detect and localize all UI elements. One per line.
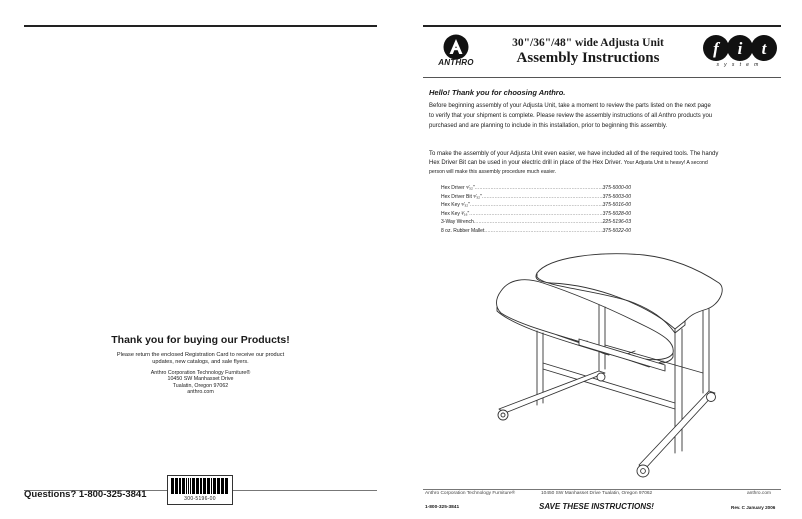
- intro-line: to verify that your shipment is complete. Please review the assembly instructions of all Anthro products you: [429, 112, 713, 119]
- top-rule: [24, 25, 377, 27]
- barcode-bar: [177, 478, 178, 494]
- tool-item: [441, 184, 631, 193]
- heavy-note: Your Adjusta Unit is heavy! A second: [623, 160, 708, 166]
- company-name: Anthro Corporation Technology Furniture®: [150, 370, 251, 376]
- fit-system-label: system: [716, 62, 764, 68]
- registration-note-line: updates, new catalogs, and sale flyers.: [152, 359, 249, 365]
- anthro-logo-icon: [435, 33, 477, 73]
- tools-paragraph-line: To make the assembly of your Adjusta Unit even easier, we have included all of the required tools. The handy: [429, 151, 719, 157]
- tool-part-number: 225-5196-03: [602, 219, 631, 226]
- barcode-bar: [186, 478, 187, 494]
- tool-part-number: 375-5016-00: [602, 202, 631, 209]
- title-line-2: Assembly Instructions: [516, 50, 660, 66]
- footer-company: Anthro Corporation Technology Furniture®: [425, 491, 516, 496]
- company-street: 10450 SW Manhasset Drive: [167, 376, 234, 383]
- barcode-icon: [171, 478, 229, 494]
- thank-you-block: [24, 334, 377, 396]
- hello-heading: Hello! Thank you for choosing Anthro.: [429, 88, 566, 97]
- tools-paragraph-line: person will make this assembly procedure much easier.: [429, 169, 557, 175]
- revision-date: Rev. C January 2006: [731, 505, 776, 510]
- intro-line: purchased and are planning to include in this installation, prior to beginning this assembly.: [429, 122, 668, 129]
- tool-item: [441, 218, 631, 227]
- registration-note-line: Please return the enclosed Registration Card to receive our product: [116, 352, 285, 358]
- anthro-brand: ANTHRO: [438, 58, 474, 67]
- tool-name: Hex Key ³⁄₁₆": [441, 210, 470, 217]
- barcode-bar: [205, 478, 206, 494]
- footer-website: anthro.com: [747, 491, 771, 496]
- tool-part-number: 375-5022-00: [602, 227, 631, 234]
- tool-item: [441, 210, 631, 219]
- footer-phone: 1-800-325-3841: [425, 505, 460, 510]
- svg-text:t: t: [761, 39, 767, 58]
- tool-name: Hex Driver Bit ⁵⁄₃₂": [441, 193, 482, 200]
- svg-text:i: i: [737, 39, 743, 58]
- company-website: anthro.com: [187, 389, 214, 396]
- tools-paragraph-line: [429, 159, 783, 168]
- barcode-bar: [209, 478, 210, 494]
- tool-item: [441, 201, 631, 210]
- right-page: [401, 0, 802, 519]
- header-rule: [423, 77, 781, 78]
- tool-item: [441, 193, 631, 202]
- barcode-bar: [218, 478, 219, 494]
- barcode-bar: [180, 478, 181, 494]
- tool-name: Hex Driver ⁵⁄₃₂": [441, 185, 475, 191]
- tools-paragraph: [429, 150, 783, 177]
- registration-note: [24, 352, 377, 366]
- tool-part-number: 375-5028-00: [602, 210, 631, 217]
- barcode-bar: [194, 478, 195, 494]
- company-city: Tualatin, Oregon 97062: [172, 382, 229, 389]
- barcode-label: [167, 475, 233, 505]
- intro-line: Before beginning assembly of your Adjusta Unit, take a moment to review the parts listed on the next page: [429, 103, 711, 109]
- thank-you-title: Thank you for buying our Products!: [111, 334, 290, 346]
- tool-item: [441, 227, 631, 236]
- company-address: [24, 370, 377, 396]
- tool-part-number: 375-5003-00: [602, 193, 631, 200]
- questions-phone: Questions? 1-800-325-3841: [24, 489, 147, 500]
- document-title: [483, 37, 693, 67]
- footer-rule: [423, 489, 781, 490]
- svg-text:f: f: [713, 39, 719, 58]
- save-instructions-note: SAVE THESE INSTRUCTIONS!: [539, 502, 654, 511]
- barcode-number: 300-5196-00: [184, 496, 216, 502]
- barcode-bar: [173, 478, 174, 494]
- tool-name: Hex Key ⁵⁄₃₂": [441, 202, 470, 209]
- tools-paragraph-text: Hex Driver Bit can be used in your electric drill in place of the Hex Driver.: [429, 160, 623, 166]
- intro-paragraph: [429, 102, 779, 131]
- title-line-1: 30"/36"/48" wide Adjusta Unit: [512, 37, 664, 49]
- header: [423, 25, 781, 75]
- barcode-bar: [184, 478, 185, 494]
- tool-part-number: 375-5000-00: [602, 185, 631, 191]
- barcode-bar: [201, 478, 202, 494]
- tool-list: [441, 184, 631, 236]
- tool-name: 3-Way Wrench: [441, 219, 474, 226]
- barcode-bar: [190, 478, 191, 494]
- footer-address: 10450 SW Manhasset Drive Tualatin, Oregon 97062: [541, 491, 653, 496]
- tool-name: 8 oz. Rubber Mallet: [441, 227, 485, 234]
- adjusta-unit-illustration: [479, 243, 739, 481]
